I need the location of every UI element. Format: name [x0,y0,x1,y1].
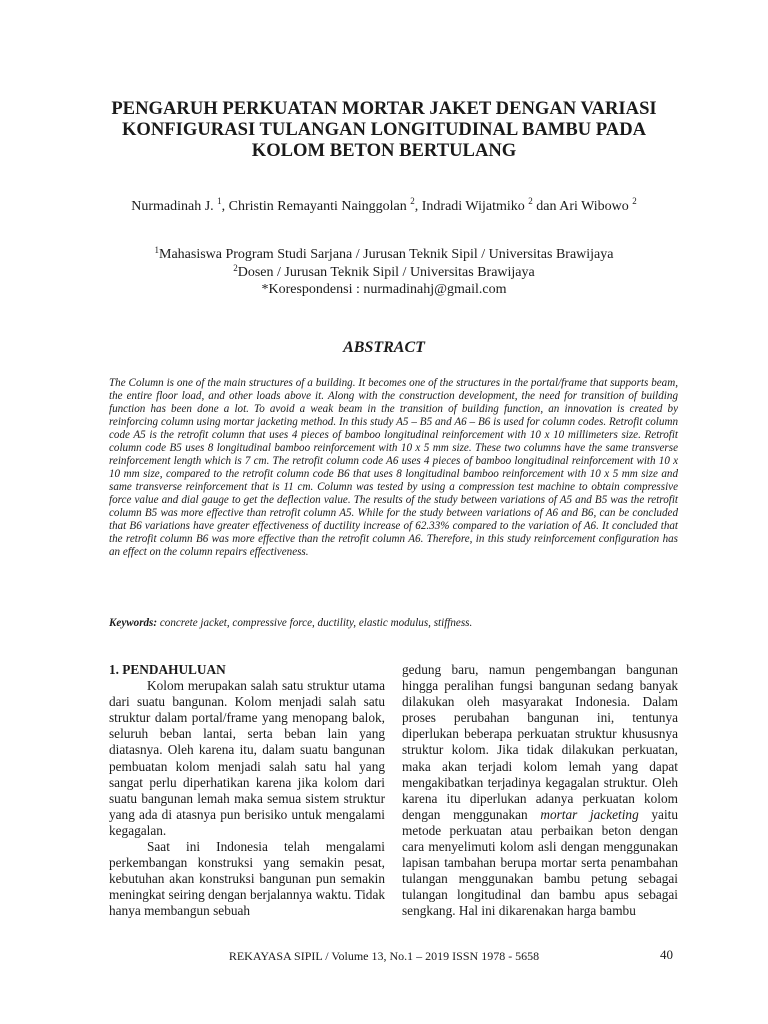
affiliation-mark: 1 [154,245,159,255]
abstract-heading: ABSTRACT [343,339,425,356]
italic-term: mortar jacketing [540,806,639,822]
page-number: 40 [660,947,673,962]
body-paragraph: Saat ini Indonesia telah mengalami perkembangan konstruksi yang semakin pesat, kebutuhan akan konstruksi bangunan pun semakin meningkat seiring dengan berjalannya waktu. Tidak hanya membangun sebuah [109,839,385,919]
body-paragraph: Kolom merupakan salah satu struktur utama dari suatu bangunan. Kolom menjadi salah satu struktur dalam portal/frame yang menopang balok, seluruh beban lantai, serta beban lain yang diatasnya. Oleh karena itu, dalam suatu bangunan pembuatan kolom menjadi salah satu hal yang sangat perlu diperhatikan karena jika kolom dari suatu bangunan lemah maka semua sistem struktur yang ada di atasnya pun berisiko untuk mengalami kegagalan. [109,678,385,838]
correspondence-line: *Korespondensi : nurmadinahj@gmail.com [261,282,507,297]
affiliation-text: Dosen / Jurusan Teknik Sipil / Universitas Brawijaya [237,264,535,280]
body-text: gedung baru, namun pengembangan bangunan hingga peralihan fungsi bangunan sedang banyak dilakukan oleh masyarakat Indonesia. Dalam proses perubahan bangunan ini, tentunya diperlukan beberapa perkuatan struktur khususnya struktur kolom. Jika tidak dilakukan perkuatan, maka akan terjadi kolom lemah yang dapat mengakibatkan terjadinya kegagalan struktur. Oleh karena itu diperlukan adanya perkuatan kolom dengan menggunakan [402,662,678,822]
title-line: KONFIGURASI TULANGAN LONGITUDINAL BAMBU PADA [121,119,647,140]
keywords-label: Keywords: [109,617,158,629]
author-name: Indradi Wijatmiko [421,199,529,214]
journal-footer: REKAYASA SIPIL / Volume 13, No.1 – 2019 ISSN 1978 - 5658 [228,949,540,963]
author-name: Nurmadinah J. [131,199,218,214]
body-paragraph [402,662,678,920]
author-affiliation-mark: 1 [217,196,222,206]
body-text: yaitu metode perkuatan atau perbaikan beton dengan cara menyelimuti kolom asli dengan menggunakan lapisan tambahan berupa mortar serta penambahan tulangan menggunakan bambu petung sebagai tulangan longitudinal dan bambu apus sebagai sengkang. Hal ini dikarenakan harga bambu [402,806,678,919]
affiliation-mark: 2 [233,262,238,273]
affiliation-line [60,264,708,282]
author-affiliation-mark: 2 [410,196,415,206]
affiliation-line [60,246,708,264]
title-line: KOLOM BETON BERTULANG [251,140,517,161]
right-column [402,662,678,920]
abstract-body: The Column is one of the main structures of a building. It becomes one of the structures in the portal/frame that supports beam, the entire floor load, and other loads above it. Along with the construction development, the need for transition of building function has been done a lot. To avoid a weak beam in the transition of building function, an innovation is created by reinforcing column using mortar jacketing method. In this study A5 – B5 and A6 – B6 is used for column codes. Retrofit column code A5 is the retrofit column that uses 4 pieces of bamboo longitudinal reinforcement with 10 x 10 millimeters size. Retrofit column code B5 uses 8 longitudinal bamboo reinforcement with 10 x 5 mm size. These two columns have the same transverse reinforcement length which is 7 cm. The retrofit column code A6 uses 4 pieces of bamboo longitudinal reinforcement with 10 x 10 mm size, compared to the retrofit column code B6 that uses 8 longitudinal bamboo reinforcement with 10 x 5 mm size and same transverse reinforcement that is 11 cm. Column was tested by using a compression test machine to obtain compressive force value and dial gauge to get the deflection value. The results of the study between variations of A5 and B5 was the retrofit column B5 was more effective than retrofit column A5. While for the study between variations of A6 and B6, can be concluded that B6 variations have greater effectiveness of ductility increase of 62.33% compared to the variation of A6. It concluded that the retrofit column B6 was more effective than the retrofit column A6. Therefore, in this study reinforcement configuration has an effect on the column repairs effectiveness. [109,377,678,558]
author-separator: , [221,199,229,214]
author-name: Christin Remayanti Nainggolan [228,199,411,214]
author-name: Ari Wibowo [559,199,633,214]
paper-title [90,98,678,161]
section-heading: 1. PENDAHULUAN [109,662,226,677]
left-column [109,662,385,920]
author-affiliation-mark: 2 [528,196,533,206]
affiliation-text: Mahasiswa Program Studi Sarjana / Jurusan Teknik Sipil / Universitas Brawijaya [159,247,614,262]
title-line: PENGARUH PERKUATAN MORTAR JAKET DENGAN VARIASI [111,98,657,119]
author-separator: dan [532,199,560,214]
keywords-list: concrete jacket, compressive force, ductility, elastic modulus, stiffness. [157,617,473,629]
affiliation-list [60,246,708,299]
author-affiliation-mark: 2 [632,196,637,206]
author-separator: , [414,199,422,214]
keywords-line [109,617,678,630]
author-list [60,198,708,216]
